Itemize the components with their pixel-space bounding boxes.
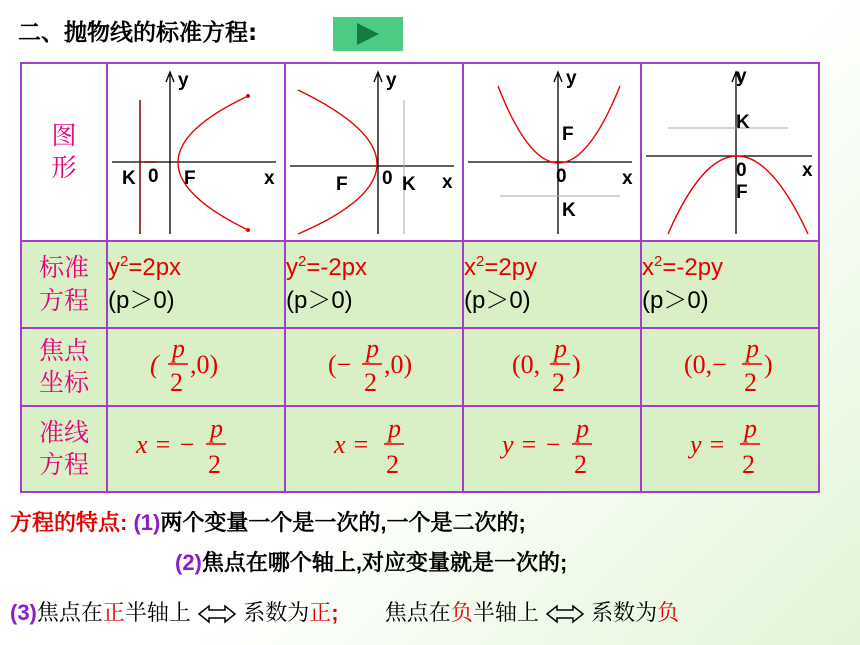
svg-text:2: 2 — [552, 368, 565, 397]
graph-cell-3 — [463, 63, 641, 241]
svg-text:(0,−: (0,− — [684, 350, 727, 379]
svg-text:x = −: x = − — [136, 430, 196, 459]
directrix-cell-3 — [463, 406, 641, 492]
x-axis-label: x — [442, 172, 453, 193]
parabola-table — [20, 62, 820, 493]
parabola-graph-right — [108, 64, 284, 240]
y-axis-label: y — [736, 66, 747, 87]
svg-text:p: p — [388, 414, 401, 443]
origin-label: 0 — [556, 166, 567, 187]
y-axis-label: y — [386, 70, 397, 91]
svg-text:p: p — [366, 334, 379, 363]
svg-text:y =: y = — [690, 430, 726, 459]
equation-cell-2: $y^2=-2px$ (p＞0) — [285, 241, 463, 328]
graph-cell-4 — [641, 63, 819, 241]
x-axis-label: x — [802, 160, 813, 181]
origin-label: 0 — [736, 160, 747, 181]
svg-text:,0): ,0) — [190, 350, 219, 379]
note-line-3: (3)焦点在正半轴上 系数为正; 焦点在负半轴上 系数为负 — [10, 600, 680, 625]
svg-text:2: 2 — [574, 450, 587, 479]
focus-label: F — [184, 168, 196, 189]
note-line-2: (2)焦点在哪个轴上,对应变量就是一次的; — [175, 550, 568, 575]
focus-cell-1 — [107, 328, 285, 406]
svg-text:p: p — [576, 414, 589, 443]
k-label: K — [562, 200, 576, 221]
parabola-graph-left — [286, 64, 462, 240]
focus-cell-2 — [285, 328, 463, 406]
directrix-cell-1 — [107, 406, 285, 492]
svg-text:p: p — [172, 334, 185, 363]
svg-text:p: p — [744, 414, 757, 443]
focus-label: F — [736, 182, 748, 203]
svg-text:2: 2 — [386, 450, 399, 479]
parabola-graph-up — [464, 64, 640, 240]
y-axis-label: y — [566, 68, 577, 89]
equation-cell-4: $x^2=-2py$ (p＞0) — [641, 241, 819, 328]
row-header-figure — [21, 63, 107, 241]
k-label: K — [736, 112, 750, 133]
svg-text:p: p — [554, 334, 567, 363]
page-title: 二、抛物线的标准方程: — [18, 20, 258, 46]
row-header-focus: 焦点 坐标 — [21, 328, 107, 406]
directrix-cell-4 — [641, 406, 819, 492]
play-button[interactable] — [333, 17, 403, 51]
svg-text:(−: (− — [328, 350, 352, 379]
svg-text:p: p — [210, 414, 223, 443]
focus-label: F — [562, 124, 574, 145]
graph-cell-2 — [285, 63, 463, 241]
svg-text:2: 2 — [364, 368, 377, 397]
focus-cell-4 — [641, 328, 819, 406]
k-label: K — [402, 174, 416, 195]
svg-text:2: 2 — [170, 368, 183, 397]
header-line: 形 — [51, 153, 77, 182]
header-line: 图 — [51, 120, 77, 150]
equation-cell-1: $y^2=2px$ (p＞0) — [107, 241, 285, 328]
svg-text:,0): ,0) — [384, 350, 413, 379]
focus-label: F — [336, 174, 348, 195]
svg-text:(0,: (0, — [512, 350, 541, 379]
double-arrow-icon — [545, 604, 585, 624]
graph-cell-1 — [107, 63, 285, 241]
note-line-1: 方程的特点: (1)两个变量一个是一次的,一个是二次的; — [10, 510, 526, 535]
svg-text:x =: x = — [334, 430, 370, 459]
focus-cell-3 — [463, 328, 641, 406]
origin-label: 0 — [382, 168, 393, 189]
svg-text:): ) — [572, 350, 581, 379]
svg-text:): ) — [764, 350, 773, 379]
svg-text:2: 2 — [742, 450, 755, 479]
row-header-equation: 标准 方程 — [21, 241, 107, 328]
svg-text:2: 2 — [208, 450, 221, 479]
y-axis-label: y — [178, 70, 189, 91]
svg-text:y = −: y = − — [502, 430, 562, 459]
directrix-cell-2 — [285, 406, 463, 492]
svg-text:p: p — [746, 334, 759, 363]
origin-label: 0 — [148, 166, 159, 187]
x-axis-label: x — [622, 168, 633, 189]
x-axis-label: x — [264, 168, 275, 189]
parabola-graph-down — [642, 64, 818, 240]
svg-text:2: 2 — [744, 368, 757, 397]
equation-cell-3: $x^2=2py$ (p＞0) — [463, 241, 641, 328]
double-arrow-icon — [197, 604, 237, 624]
play-icon — [355, 22, 381, 46]
svg-text:(: ( — [150, 350, 159, 379]
row-header-directrix: 准线 方程 — [21, 406, 107, 492]
k-label: K — [122, 168, 136, 189]
